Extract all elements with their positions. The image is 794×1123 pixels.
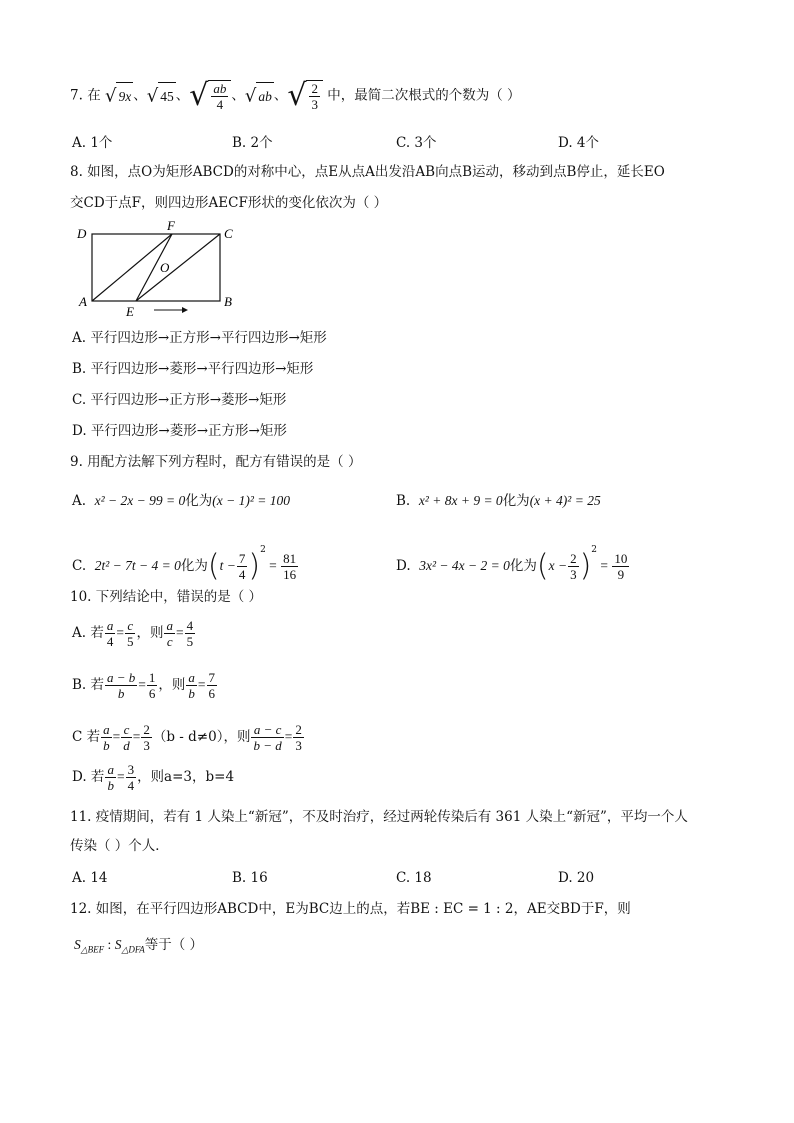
label-d: D bbox=[77, 226, 87, 241]
q10-option-d[interactable]: D. 若 $\frac{a}{b}$ = $\frac{3}{4}$ ，则a=3，b=4 bbox=[72, 762, 235, 793]
label-b: B bbox=[224, 294, 232, 309]
q7-option-d[interactable]: D. 4个 bbox=[558, 135, 600, 151]
q9-option-a[interactable]: A. x² − 2x − 99 = 0化为(x − 1)² = 100 bbox=[72, 493, 291, 509]
q7-option-b[interactable]: B. 2个 bbox=[232, 135, 273, 151]
q7-option-a[interactable]: A. 1个 bbox=[72, 135, 113, 151]
q8-option-d[interactable]: D. 平行四边形→菱形→正方形→矩形 bbox=[72, 423, 287, 439]
q11-option-d[interactable]: D. 20 bbox=[558, 870, 595, 886]
label-a: A bbox=[79, 294, 87, 309]
radical-ab-over-4: √ $\frac{ab}{4}$ bbox=[189, 80, 231, 112]
radical-ab: √ ab bbox=[245, 82, 274, 111]
q7-stem: 7. 在 √ 9x 、√ 45 、√ $\frac{ab}{4}$ 、√ ab 、√ $\frac{2}{3}$ 中，最简二次根式的个数为（ ） bbox=[70, 78, 521, 113]
q11-option-c[interactable]: C. 18 bbox=[396, 870, 432, 886]
label-e: E bbox=[126, 304, 134, 319]
q9-option-b[interactable]: B. x² + 8x + 9 = 0化为(x + 4)² = 25 bbox=[396, 493, 601, 509]
radical-2-over-3: √ $\frac{2}{3}$ bbox=[287, 80, 323, 112]
radical-9x: √ 9x bbox=[105, 82, 133, 111]
q8-option-a[interactable]: A. 平行四边形→正方形→平行四边形→矩形 bbox=[72, 330, 327, 346]
q10-option-b[interactable]: B. 若 $\frac{a - b}{b}$ = $\frac{1}{6}$ ，则 $\frac{a}{b}$ = $\frac{7}{6}$ bbox=[72, 670, 216, 701]
q9-option-d[interactable]: D. 3x² − 4x − 2 = 0化为(x − $\frac{2}{3}$ )$^2$ = $\frac{10}{9}$ bbox=[396, 545, 628, 584]
q7-number: 7. bbox=[70, 87, 83, 104]
q8-option-c[interactable]: C. 平行四边形→正方形→菱形→矩形 bbox=[72, 392, 287, 408]
q7-lead: 在 bbox=[87, 87, 101, 104]
radical-45: √ 45 bbox=[147, 82, 176, 111]
segment-ec bbox=[136, 234, 220, 301]
q7-tail: 中，最简二次根式的个数为（ ） bbox=[327, 87, 521, 104]
q8-rectangle-figure bbox=[74, 220, 244, 320]
q9-option-c[interactable]: C. 2t² − 7t − 4 = 0化为(t − $\frac{7}{4}$ )$^2$ = $\frac{81}{16}$ bbox=[72, 545, 297, 584]
q11-stem-line1: 11. 疫情期间，若有 1 人染上“新冠”，不及时治疗，经过两轮传染后有 361 人染上“新冠”，平均一个人 bbox=[70, 809, 688, 825]
q8-stem-line1: 8. 如图，点O为矩形ABCD的对称中心，点E从点A出发沿AB向点B运动，移动到点B停止，延长EO bbox=[70, 164, 665, 180]
q11-option-b[interactable]: B. 16 bbox=[232, 870, 268, 886]
q11-option-a[interactable]: A. 14 bbox=[72, 870, 108, 886]
q10-option-a[interactable]: A. 若 $\frac{a}{4}$ = $\frac{c}{5}$ ，则 $\frac{a}{c}$ = $\frac{4}{5}$ bbox=[72, 618, 194, 649]
q11-stem-line2: 传染（ ）个人． bbox=[70, 838, 169, 854]
q10-option-c[interactable]: C 若 $\frac{a}{b}$ = $\frac{c}{d}$ = $\frac{2}{3}$ （b - d≠0），则 $\frac{a - c}{b - d}$ = $\frac{2}{3}$ bbox=[72, 722, 302, 753]
q10-stem: 10. 下列结论中，错误的是（ ） bbox=[70, 589, 263, 605]
q12-stem-line2: $S_{\triangle BEF}$ : $S_{\triangle DFA}$等于（ ） bbox=[74, 937, 203, 955]
q8-stem-line2: 交CD于点F，则四边形AECF形状的变化依次为（ ） bbox=[70, 195, 388, 211]
label-o: O bbox=[160, 260, 170, 275]
label-f: F bbox=[167, 220, 175, 233]
q12-stem-line1: 12. 如图，在平行四边形ABCD中，E为BC边上的点，若BE : EC = 1 : 2，AE交BD于F，则 bbox=[70, 901, 631, 917]
q9-stem: 9. 用配方法解下列方程时，配方有错误的是（ ） bbox=[70, 454, 362, 470]
q8-option-b[interactable]: B. 平行四边形→菱形→平行四边形→矩形 bbox=[72, 361, 314, 377]
label-c: C bbox=[224, 226, 233, 241]
q7-option-c[interactable]: C. 3个 bbox=[396, 135, 437, 151]
rect-abcd bbox=[92, 234, 220, 301]
motion-arrow-head bbox=[182, 307, 188, 313]
